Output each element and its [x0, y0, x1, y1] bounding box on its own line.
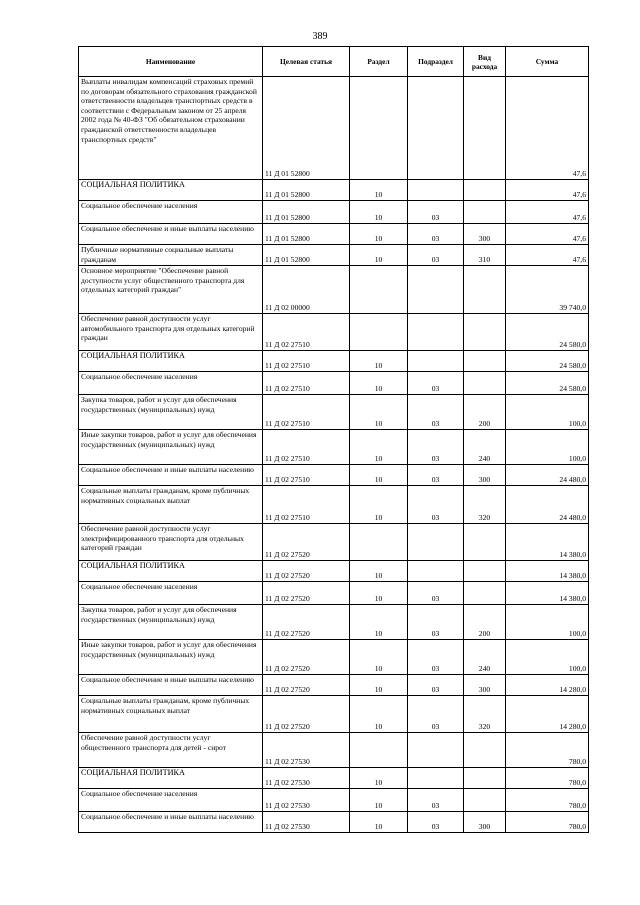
header-expense-type: Вид расхода	[464, 47, 506, 77]
table-cell-sum: 24 580,0	[506, 372, 589, 395]
table-cell-section	[350, 77, 408, 180]
table-cell-expense-type: 200	[464, 395, 506, 430]
table-cell-expense-type	[464, 561, 506, 582]
table-cell-section: 10	[350, 245, 408, 266]
table-cell-expense-type	[464, 180, 506, 201]
table-cell-subsection	[408, 768, 464, 789]
table-cell-section: 10	[350, 372, 408, 395]
table-cell-target: 11 Д 01 52800	[263, 77, 350, 180]
table-cell-name: Закупка товаров, работ и услуг для обеспечения государственных (муниципальных) нужд	[79, 395, 263, 430]
table-cell-expense-type	[464, 733, 506, 768]
table-cell-expense-type: 300	[464, 224, 506, 245]
table-cell-expense-type: 300	[464, 465, 506, 486]
table-cell-subsection: 03	[408, 696, 464, 733]
table-row	[79, 201, 589, 224]
header-sum: Сумма	[506, 47, 589, 77]
table-cell-expense-type	[464, 351, 506, 372]
header-name: Наименование	[79, 47, 263, 77]
table-cell-subsection: 03	[408, 640, 464, 675]
table-cell-target: 11 Д 02 27520	[263, 675, 350, 696]
table-row	[79, 486, 589, 524]
table-cell-name: Социальное обеспечение и иные выплаты населению	[79, 465, 263, 486]
table-cell-target: 11 Д 02 27510	[263, 372, 350, 395]
table-cell-name: Обеспечение равной доступности услуг электрифицированного транспорта для отдельных категорий граждан	[79, 524, 263, 561]
table-row	[79, 733, 589, 768]
table-cell-section: 10	[350, 640, 408, 675]
table-cell-name: Основное мероприятие "Обеспечение равной доступности услуг общественного транспорта для отдельных категорий граждан"	[79, 266, 263, 314]
table-cell-section: 10	[350, 486, 408, 524]
table-cell-sum: 780,0	[506, 789, 589, 812]
table-cell-subsection	[408, 524, 464, 561]
table-cell-sum: 14 280,0	[506, 696, 589, 733]
table-cell-target: 11 Д 02 00000	[263, 266, 350, 314]
table-cell-expense-type: 320	[464, 486, 506, 524]
table-cell-subsection: 03	[408, 245, 464, 266]
table-cell-target: 11 Д 02 27510	[263, 395, 350, 430]
table-cell-name: Социальные выплаты гражданам, кроме публичных нормативных социальных выплат	[79, 696, 263, 733]
table-cell-name: Иные закупки товаров, работ и услуг для обеспечения государственных (муниципальных) нужд	[79, 430, 263, 465]
table-cell-section: 10	[350, 675, 408, 696]
table-cell-target: 11 Д 02 27510	[263, 351, 350, 372]
table-row	[79, 561, 589, 582]
table-cell-name: Социальное обеспечение и иные выплаты населению	[79, 224, 263, 245]
table-cell-sum: 24 580,0	[506, 314, 589, 351]
table-cell-target: 11 Д 02 27510	[263, 430, 350, 465]
table-cell-subsection: 03	[408, 812, 464, 833]
table-cell-sum: 39 740,0	[506, 266, 589, 314]
table-cell-sum: 780,0	[506, 812, 589, 833]
table-cell-target: 11 Д 02 27530	[263, 733, 350, 768]
table-cell-subsection: 03	[408, 675, 464, 696]
table-cell-expense-type: 300	[464, 812, 506, 833]
table-cell-expense-type	[464, 314, 506, 351]
table-row	[79, 582, 589, 605]
table-row	[79, 395, 589, 430]
table-cell-sum: 24 580,0	[506, 351, 589, 372]
table-cell-expense-type	[464, 77, 506, 180]
table-row	[79, 372, 589, 395]
table-cell-target: 11 Д 02 27530	[263, 789, 350, 812]
table-cell-section: 10	[350, 180, 408, 201]
table-row	[79, 524, 589, 561]
table-cell-name: Социальное обеспечение населения	[79, 789, 263, 812]
table-cell-expense-type: 240	[464, 430, 506, 465]
table-cell-name: Обеспечение равной доступности услуг общественного транспорта для детей - сирот	[79, 733, 263, 768]
table-row	[79, 768, 589, 789]
table-cell-expense-type	[464, 582, 506, 605]
table-cell-sum: 47,6	[506, 180, 589, 201]
table-cell-expense-type: 320	[464, 696, 506, 733]
table-cell-sum: 100,0	[506, 430, 589, 465]
table-cell-section: 10	[350, 395, 408, 430]
table-cell-section: 10	[350, 201, 408, 224]
table-cell-name: Социальные выплаты гражданам, кроме публичных нормативных социальных выплат	[79, 486, 263, 524]
table-cell-name: Иные закупки товаров, работ и услуг для обеспечения государственных (муниципальных) нужд	[79, 640, 263, 675]
table-cell-expense-type: 310	[464, 245, 506, 266]
table-cell-section: 10	[350, 696, 408, 733]
table-row	[79, 77, 589, 180]
table-cell-name: Социальное обеспечение и иные выплаты населению	[79, 812, 263, 833]
table-cell-sum: 780,0	[506, 733, 589, 768]
table-cell-sum: 14 380,0	[506, 582, 589, 605]
header-subsection: Подраздел	[408, 47, 464, 77]
table-row	[79, 266, 589, 314]
table-cell-section	[350, 733, 408, 768]
table-cell-target: 11 Д 02 27510	[263, 486, 350, 524]
table-cell-name: СОЦИАЛЬНАЯ ПОЛИТИКА	[79, 180, 263, 201]
page-number: 389	[312, 31, 328, 42]
table-cell-expense-type	[464, 789, 506, 812]
table-cell-sum: 14 280,0	[506, 675, 589, 696]
table-cell-subsection: 03	[408, 486, 464, 524]
table-cell-target: 11 Д 02 27520	[263, 696, 350, 733]
table-cell-expense-type	[464, 372, 506, 395]
table-cell-target: 11 Д 02 27520	[263, 605, 350, 640]
table-cell-subsection: 03	[408, 395, 464, 430]
table-row	[79, 465, 589, 486]
table-cell-target: 11 Д 02 27530	[263, 768, 350, 789]
table-row	[79, 180, 589, 201]
table-cell-name: Социальное обеспечение населения	[79, 582, 263, 605]
table-cell-section: 10	[350, 351, 408, 372]
table-cell-subsection: 03	[408, 789, 464, 812]
table-cell-section: 10	[350, 224, 408, 245]
table-cell-subsection: 03	[408, 201, 464, 224]
header-target: Целевая статья	[263, 47, 350, 77]
table-cell-subsection	[408, 180, 464, 201]
table-row	[79, 314, 589, 351]
table-cell-subsection: 03	[408, 430, 464, 465]
table-cell-subsection	[408, 266, 464, 314]
table-cell-name: Социальное обеспечение населения	[79, 372, 263, 395]
table-cell-section: 10	[350, 789, 408, 812]
table-cell-section: 10	[350, 812, 408, 833]
table-cell-target: 11 Д 02 27520	[263, 561, 350, 582]
table-cell-section: 10	[350, 582, 408, 605]
table-cell-target: 11 Д 02 27520	[263, 524, 350, 561]
table-cell-sum: 780,0	[506, 768, 589, 789]
table-cell-subsection: 03	[408, 465, 464, 486]
table-cell-subsection: 03	[408, 582, 464, 605]
table-cell-target: 11 Д 02 27510	[263, 314, 350, 351]
table-cell-section: 10	[350, 768, 408, 789]
table-cell-name: Публичные нормативные социальные выплаты гражданам	[79, 245, 263, 266]
table-cell-expense-type	[464, 524, 506, 561]
table-cell-subsection: 03	[408, 224, 464, 245]
table-cell-target: 11 Д 01 52800	[263, 180, 350, 201]
table-cell-expense-type: 300	[464, 675, 506, 696]
table-cell-sum: 14 380,0	[506, 524, 589, 561]
table-cell-sum: 14 380,0	[506, 561, 589, 582]
table-cell-target: 11 Д 01 52800	[263, 224, 350, 245]
table-row	[79, 640, 589, 675]
table-cell-target: 11 Д 01 52800	[263, 201, 350, 224]
table-cell-subsection: 03	[408, 372, 464, 395]
table-row	[79, 812, 589, 833]
table-cell-subsection	[408, 561, 464, 582]
table-cell-target: 11 Д 02 27530	[263, 812, 350, 833]
table-row	[79, 675, 589, 696]
table-row	[79, 224, 589, 245]
table-cell-section: 10	[350, 605, 408, 640]
table-row	[79, 430, 589, 465]
table-cell-sum: 100,0	[506, 395, 589, 430]
budget-table	[78, 46, 589, 833]
table-cell-expense-type: 200	[464, 605, 506, 640]
table-cell-sum: 47,6	[506, 201, 589, 224]
table-cell-name: СОЦИАЛЬНАЯ ПОЛИТИКА	[79, 561, 263, 582]
table-cell-sum: 100,0	[506, 605, 589, 640]
table-cell-section: 10	[350, 465, 408, 486]
table-cell-target: 11 Д 02 27520	[263, 640, 350, 675]
table-cell-expense-type	[464, 201, 506, 224]
table-cell-target: 11 Д 01 52800	[263, 245, 350, 266]
table-cell-sum: 47,6	[506, 245, 589, 266]
table-cell-target: 11 Д 02 27520	[263, 582, 350, 605]
table-cell-sum: 24 480,0	[506, 465, 589, 486]
table-cell-name: СОЦИАЛЬНАЯ ПОЛИТИКА	[79, 768, 263, 789]
table-cell-name: Социальное обеспечение и иные выплаты населению	[79, 675, 263, 696]
table-row	[79, 245, 589, 266]
table-cell-expense-type	[464, 768, 506, 789]
table-cell-section	[350, 524, 408, 561]
table-cell-name: СОЦИАЛЬНАЯ ПОЛИТИКА	[79, 351, 263, 372]
table-cell-name: Социальное обеспечение населения	[79, 201, 263, 224]
table-cell-name: Обеспечение равной доступности услуг автомобильного транспорта для отдельных категорий граждан	[79, 314, 263, 351]
table-cell-section	[350, 314, 408, 351]
table-cell-section: 10	[350, 430, 408, 465]
table-cell-section: 10	[350, 561, 408, 582]
table-cell-sum: 47,6	[506, 224, 589, 245]
table-cell-sum: 24 480,0	[506, 486, 589, 524]
table-row	[79, 605, 589, 640]
table-cell-target: 11 Д 02 27510	[263, 465, 350, 486]
table-cell-subsection	[408, 77, 464, 180]
table-cell-expense-type	[464, 266, 506, 314]
table-cell-sum: 47,6	[506, 77, 589, 180]
table-cell-subsection	[408, 314, 464, 351]
table-cell-subsection: 03	[408, 605, 464, 640]
table-cell-expense-type: 240	[464, 640, 506, 675]
table-cell-subsection	[408, 351, 464, 372]
table-header-row	[79, 47, 589, 77]
header-section: Раздел	[350, 47, 408, 77]
table-cell-subsection	[408, 733, 464, 768]
table-cell-name: Выплаты инвалидам компенсаций страховых премий по договорам обязательного страхования гражданской ответственности владельцев транспортных средств в соответствии с Федеральным законом от 25 апреля 2002 года № 40-ФЗ "Об обязательном страховании гражданской ответственности владельцев транспортных средств"	[79, 77, 263, 180]
table-row	[79, 789, 589, 812]
table-cell-sum: 100,0	[506, 640, 589, 675]
table-row	[79, 696, 589, 733]
table-cell-name: Закупка товаров, работ и услуг для обеспечения государственных (муниципальных) нужд	[79, 605, 263, 640]
table-row	[79, 351, 589, 372]
table-cell-section	[350, 266, 408, 314]
